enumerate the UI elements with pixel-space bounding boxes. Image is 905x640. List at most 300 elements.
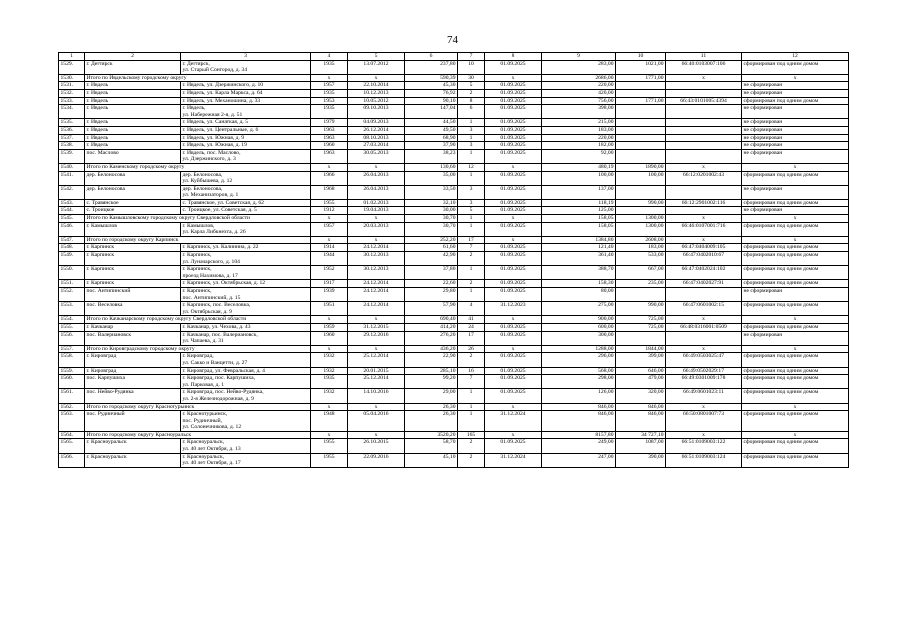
- address: г. Карпинск, ул. Калинина, д. 22: [181, 244, 311, 252]
- date: 08.10.2013: [348, 134, 405, 142]
- plot-area: [616, 134, 666, 142]
- cost: 846,00: [542, 411, 616, 432]
- column-number: 4: [311, 53, 348, 61]
- year: 1955: [311, 453, 348, 467]
- address: г. Ивдель, ул. Карла Маркса, д. 64: [181, 89, 311, 97]
- area: 26,30: [405, 411, 458, 432]
- row-number: 1529.: [59, 60, 85, 74]
- residents: 1: [458, 288, 485, 302]
- column-number: 11: [666, 53, 742, 61]
- subtotal-label: Итого по городскому округу Красноуральск: [85, 431, 311, 439]
- table-row: [59, 171, 849, 185]
- plot-area: 667,00: [616, 266, 666, 280]
- locality: г. Кировград: [85, 367, 181, 375]
- year: 1935: [311, 375, 348, 389]
- deadline: 01.09.2025: [485, 105, 542, 119]
- plot-area: 1890,00: [616, 163, 666, 171]
- column-number: 7: [458, 53, 485, 61]
- row-number: 1537.: [59, 134, 85, 142]
- land-status: x: [742, 236, 849, 244]
- residents: 17: [458, 331, 485, 345]
- residents: 26: [458, 345, 485, 353]
- locality: г. Камышлов: [85, 222, 181, 236]
- cost: 2686,00: [542, 74, 616, 82]
- date: 24.12.2014: [348, 280, 405, 288]
- date: x: [348, 403, 405, 411]
- plot-area: 1771,00: [616, 97, 666, 105]
- residents: 1: [458, 134, 485, 142]
- year: 1960: [311, 142, 348, 150]
- year: 1944: [311, 252, 348, 266]
- table-row: [59, 207, 849, 215]
- address: дер. Белоносова, ул. Механизаторов, д. 1: [181, 185, 311, 199]
- address: г. Карпинск, пос. Антипинский, д. 15: [181, 288, 311, 302]
- date: 30.12.2013: [348, 266, 405, 280]
- area: 3520,20: [405, 431, 458, 439]
- year: x: [311, 236, 348, 244]
- date: 27.03.2014: [348, 142, 405, 150]
- address: г. Ивдель, ул. Санаткая, д. 5: [181, 119, 311, 127]
- header-row: [59, 53, 849, 61]
- subtotal-label: Итого по городскому округу Краснотурьинск: [85, 403, 311, 411]
- deadline: 01.09.2025: [485, 353, 542, 367]
- deadline: 01.09.2025: [485, 149, 542, 163]
- address: г. Ивдель, ул. Набережная 2-я, д. 51: [181, 105, 311, 119]
- cadastral-number: [666, 89, 742, 97]
- deadline: 31.12.2023: [485, 302, 542, 316]
- residents: 1: [458, 403, 485, 411]
- area: 276,20: [405, 331, 458, 345]
- plot-area: 34 727,10: [616, 431, 666, 439]
- area: 130,60: [405, 163, 458, 171]
- locality: дер. Белоносова: [85, 171, 181, 185]
- residents: 2: [458, 353, 485, 367]
- subtotal-label: Итого по Качканарскому городскому округу Свердловской области: [85, 316, 311, 324]
- land-status: не сформирован: [742, 288, 849, 302]
- residents: 3: [458, 126, 485, 134]
- cost: 756,00: [542, 97, 616, 105]
- cadastral-number: 66:49:0503025:47: [666, 353, 742, 367]
- locality: г. Качканар: [85, 323, 181, 331]
- date: 13.07.2012: [348, 60, 405, 74]
- subtotal-row: [59, 431, 849, 439]
- plot-area: 1021,00: [616, 60, 666, 74]
- land-status: сформирован под одним домом: [742, 439, 849, 453]
- area: 37,80: [405, 266, 458, 280]
- address: г. Камышлов, ул. Карла Либкнехта, д. 26: [181, 222, 311, 236]
- cadastral-number: 66:49:0601023:11: [666, 389, 742, 403]
- deadline: 01.09.2025: [485, 222, 542, 236]
- cost: 900,00: [542, 316, 616, 324]
- address: г. Ивдель, ул. Механошина, д. 33: [181, 97, 311, 105]
- year: x: [311, 403, 348, 411]
- address: г. Карпинск, проезд Нахимова, д. 17: [181, 266, 311, 280]
- area: 49,50: [405, 126, 458, 134]
- cadastral-number: [666, 331, 742, 345]
- deadline: 01.09.2025: [485, 375, 542, 389]
- residents: 7: [458, 244, 485, 252]
- deadline: 31.12.2024: [485, 453, 542, 467]
- land-status: не сформирован: [742, 149, 849, 163]
- cadastral-number: 66:51:0109003:124: [666, 453, 742, 467]
- year: 1935: [311, 105, 348, 119]
- address: г. Красноуральск, ул. 40 лет Октября, д. 17: [181, 453, 311, 467]
- area: 45,10: [405, 453, 458, 467]
- cadastral-number: [666, 134, 742, 142]
- area: 29,80: [405, 288, 458, 302]
- column-number: 1: [59, 53, 85, 61]
- cost: 80,00: [542, 288, 616, 302]
- area: 30,00: [405, 207, 458, 215]
- plot-area: 1771,00: [616, 74, 666, 82]
- row-number: 1557.: [59, 345, 85, 353]
- cost: 158,05: [542, 215, 616, 223]
- deadline: 01.09.2025: [485, 171, 542, 185]
- locality: г. Карпинск: [85, 280, 181, 288]
- year: 1963: [311, 126, 348, 134]
- row-number: 1552.: [59, 288, 85, 302]
- date: 20.03.2013: [348, 222, 405, 236]
- cadastral-number: 66:40:0103007:106: [666, 60, 742, 74]
- plot-area: 725,00: [616, 323, 666, 331]
- year: 1932: [311, 389, 348, 403]
- land-status: не сформирован: [742, 185, 849, 199]
- locality: г. Дегтярск: [85, 60, 181, 74]
- area: 590,39: [405, 74, 458, 82]
- plot-area: [616, 288, 666, 302]
- cadastral-number: x: [666, 215, 742, 223]
- cost: 600,00: [542, 323, 616, 331]
- area: 61,60: [405, 244, 458, 252]
- year: 1952: [311, 266, 348, 280]
- row-number: 1558.: [59, 353, 85, 367]
- deadline: x: [485, 236, 542, 244]
- year: 1957: [311, 82, 348, 90]
- land-status: сформирован под одним домом: [742, 453, 849, 467]
- address: г. Краснотурьинск, пос. Рудничный, ул. Солонечникова, д. 12: [181, 411, 311, 432]
- row-number: 1541.: [59, 171, 85, 185]
- date: 22.10.2014: [348, 82, 405, 90]
- address: г. Кировград, ул. Февральская, д. 4: [181, 367, 311, 375]
- deadline: 01.09.2025: [485, 89, 542, 97]
- land-status: не сформирован: [742, 126, 849, 134]
- deadline: 01.09.2025: [485, 207, 542, 215]
- locality: с. Троицкое: [85, 207, 181, 215]
- row-number: 1549.: [59, 252, 85, 266]
- date: 26.04.2013: [348, 185, 405, 199]
- cost: 100,00: [542, 171, 616, 185]
- plot-area: 990,00: [616, 302, 666, 316]
- area: 30,70: [405, 215, 458, 223]
- date: 24.12.2014: [348, 244, 405, 252]
- residents: 7: [458, 375, 485, 389]
- deadline: 01.09.2025: [485, 288, 542, 302]
- table-row: [59, 252, 849, 266]
- area: 58,70: [405, 439, 458, 453]
- date: 14.10.2016: [348, 389, 405, 403]
- cadastral-number: [666, 288, 742, 302]
- residents: 12: [458, 163, 485, 171]
- plot-area: 479,00: [616, 375, 666, 389]
- plot-area: [616, 207, 666, 215]
- locality: г. Ивдель: [85, 119, 181, 127]
- locality: г. Ивдель: [85, 97, 181, 105]
- date: x: [348, 431, 405, 439]
- address: г. Ивдель, ул. Центральные, д. 6: [181, 126, 311, 134]
- plot-area: 1087,00: [616, 439, 666, 453]
- year: 1955: [311, 199, 348, 207]
- deadline: 01.09.2025: [485, 119, 542, 127]
- land-status: x: [742, 163, 849, 171]
- area: 30,70: [405, 222, 458, 236]
- deadline: 01.09.2025: [485, 439, 542, 453]
- address: г. Кировград, пос. Нейво-Рудянка, ул. 2-я Железнодорожная, д. 9: [181, 389, 311, 403]
- year: x: [311, 431, 348, 439]
- year: x: [311, 215, 348, 223]
- subtotal-row: [59, 215, 849, 223]
- residents: 2: [458, 89, 485, 97]
- date: 26.04.2013: [348, 171, 405, 185]
- land-status: сформирован под одним домом: [742, 302, 849, 316]
- cost: 398,00: [542, 105, 616, 119]
- locality: пос. Рудничный: [85, 411, 181, 432]
- row-number: 1534.: [59, 105, 85, 119]
- deadline: 01.09.2025: [485, 199, 542, 207]
- residents: 3: [458, 185, 485, 199]
- date: 26.10.2015: [348, 439, 405, 453]
- date: x: [348, 74, 405, 82]
- year: 1948: [311, 411, 348, 432]
- row-number: 1561.: [59, 389, 85, 403]
- column-number: 12: [742, 53, 849, 61]
- plot-area: 2608,00: [616, 236, 666, 244]
- cost: 220,00: [542, 134, 616, 142]
- date: x: [348, 215, 405, 223]
- table-row: [59, 142, 849, 150]
- row-number: 1531.: [59, 82, 85, 90]
- area: 414,20: [405, 323, 458, 331]
- date: 30.05.2013: [348, 149, 405, 163]
- deadline: 01.09.2025: [485, 266, 542, 280]
- table-row: [59, 82, 849, 90]
- deadline: 01.09.2025: [485, 389, 542, 403]
- row-number: 1533.: [59, 97, 85, 105]
- area: 33,50: [405, 185, 458, 199]
- land-status: не сформирован: [742, 134, 849, 142]
- area: 436,20: [405, 345, 458, 353]
- row-number: 1560.: [59, 375, 85, 389]
- table-row: [59, 353, 849, 367]
- deadline: 01.09.2025: [485, 97, 542, 105]
- subtotal-label: Итого по Камышловскому городскому округу Свердловской области: [85, 215, 311, 223]
- plot-area: [616, 142, 666, 150]
- year: 1966: [311, 171, 348, 185]
- address: г. Красноуральск, ул. 40 лет Октября, д. 13: [181, 439, 311, 453]
- row-number: 1545.: [59, 215, 85, 223]
- table-row: [59, 367, 849, 375]
- row-number: 1565.: [59, 439, 85, 453]
- residents: 41: [458, 316, 485, 324]
- address: г. Ивдель, пос. Маслово, ул. Дзержинского, д. 3: [181, 149, 311, 163]
- land-status: не сформирован: [742, 331, 849, 345]
- cadastral-number: [666, 142, 742, 150]
- year: 1963: [311, 149, 348, 163]
- plot-area: 533,00: [616, 252, 666, 266]
- land-status: x: [742, 431, 849, 439]
- year: 1959: [311, 323, 348, 331]
- date: x: [348, 316, 405, 324]
- cost: 275,00: [542, 302, 616, 316]
- cost: 283,00: [542, 60, 616, 74]
- subtotal-label: Итого по городскому округу Карпинск: [85, 236, 311, 244]
- cost: 300,00: [542, 331, 616, 345]
- cost: 296,00: [542, 353, 616, 367]
- cost: 1288,00: [542, 345, 616, 353]
- table-row: [59, 199, 849, 207]
- cost: 361,40: [542, 252, 616, 266]
- land-status: x: [742, 316, 849, 324]
- subtotal-label: Итого по Кировградскому городскому округу: [85, 345, 311, 353]
- deadline: x: [485, 316, 542, 324]
- locality: пос. Валериановск: [85, 331, 181, 345]
- row-number: 1562.: [59, 403, 85, 411]
- cost: 298,00: [542, 375, 616, 389]
- deadline: 01.09.2025: [485, 126, 542, 134]
- row-number: 1555.: [59, 323, 85, 331]
- row-number: 1564.: [59, 431, 85, 439]
- cadastral-number: [666, 207, 742, 215]
- subtotal-row: [59, 236, 849, 244]
- table-row: [59, 439, 849, 453]
- address: г. Ивдель, ул. Дзержинского, д. 10: [181, 82, 311, 90]
- locality: г. Ивдель: [85, 142, 181, 150]
- plot-area: 235,00: [616, 280, 666, 288]
- cadastral-number: [666, 185, 742, 199]
- date: 31.12.2015: [348, 323, 405, 331]
- cadastral-number: 66:46:0107001:716: [666, 222, 742, 236]
- plot-area: [616, 119, 666, 127]
- area: 76,92: [405, 89, 458, 97]
- area: 252,20: [405, 236, 458, 244]
- year: 1935: [311, 89, 348, 97]
- subtotal-label: Итого по Ивдельскому городскому округу: [85, 74, 311, 82]
- column-number: 9: [542, 53, 616, 61]
- cost: 1384,80: [542, 236, 616, 244]
- area: 90,10: [405, 97, 458, 105]
- area: 35,00: [405, 171, 458, 185]
- land-status: сформирован под одним домом: [742, 266, 849, 280]
- plot-area: 390,00: [616, 453, 666, 467]
- area: 99,20: [405, 375, 458, 389]
- area: 22,90: [405, 353, 458, 367]
- year: 1917: [311, 280, 348, 288]
- residents: 1: [458, 119, 485, 127]
- address: г. Качканар, ул. Чехова, д. 43: [181, 323, 311, 331]
- registry-table: [58, 52, 849, 468]
- year: 1953: [311, 97, 348, 105]
- date: 10.05.2012: [348, 97, 405, 105]
- subtotal-row: [59, 316, 849, 324]
- deadline: 01.09.2025: [485, 185, 542, 199]
- table-row: [59, 244, 849, 252]
- cost: 249,00: [542, 439, 616, 453]
- row-number: 1540.: [59, 163, 85, 171]
- row-number: 1542.: [59, 185, 85, 199]
- cadastral-number: 66:12:2901002:116: [666, 199, 742, 207]
- row-number: 1544.: [59, 207, 85, 215]
- plot-area: [616, 105, 666, 119]
- year: x: [311, 74, 348, 82]
- table-row: [59, 302, 849, 316]
- residents: 4: [458, 302, 485, 316]
- deadline: 01.09.2025: [485, 244, 542, 252]
- subtotal-row: [59, 345, 849, 353]
- residents: 1: [458, 222, 485, 236]
- area: 37,90: [405, 142, 458, 150]
- year: 1951: [311, 302, 348, 316]
- table-row: [59, 280, 849, 288]
- year: x: [311, 345, 348, 353]
- table-row: [59, 185, 849, 199]
- row-number: 1532.: [59, 89, 85, 97]
- area: 57,90: [405, 302, 458, 316]
- table-row: [59, 149, 849, 163]
- land-status: не сформирован: [742, 89, 849, 97]
- year: 1957: [311, 222, 348, 236]
- table-row: [59, 323, 849, 331]
- year: 1914: [311, 244, 348, 252]
- plot-area: 1300,00: [616, 215, 666, 223]
- land-status: не сформирован: [742, 105, 849, 119]
- land-status: x: [742, 74, 849, 82]
- locality: г. Красноуральск: [85, 439, 181, 453]
- land-status: не сформирован: [742, 82, 849, 90]
- land-status: x: [742, 403, 849, 411]
- date: x: [348, 236, 405, 244]
- area: 45,30: [405, 82, 458, 90]
- address: г. Качканар, пос. Валериановск, ул. Чапаева, д. 31: [181, 331, 311, 345]
- cost: 183,00: [542, 126, 616, 134]
- row-number: 1554.: [59, 316, 85, 324]
- cost: 247,00: [542, 453, 616, 467]
- cadastral-number: 66:51:0109003:122: [666, 439, 742, 453]
- locality: г. Ивдель: [85, 82, 181, 90]
- column-number: 6: [405, 53, 458, 61]
- row-number: 1536.: [59, 126, 85, 134]
- locality: пос. Маслово: [85, 149, 181, 163]
- land-status: сформирован под одним домом: [742, 252, 849, 266]
- year: 1935: [311, 60, 348, 74]
- land-status: сформирован под одним домом: [742, 60, 849, 74]
- date: x: [348, 163, 405, 171]
- plot-area: 183,00: [616, 244, 666, 252]
- address: г. Карпинск, ул. Луначарского, д. 104: [181, 252, 311, 266]
- cadastral-number: x: [666, 236, 742, 244]
- year: 1939: [311, 288, 348, 302]
- deadline: x: [485, 74, 542, 82]
- address: г. Дегтярск, ул. Старый Сонгород, д. 34: [181, 60, 311, 74]
- land-status: сформирован под одним домом: [742, 222, 849, 236]
- deadline: x: [485, 163, 542, 171]
- land-status: сформирован под одним домом: [742, 353, 849, 367]
- area: 42,90: [405, 252, 458, 266]
- address: дер. Белоносова, ул. Куйбышева, д. 12: [181, 171, 311, 185]
- year: 1955: [311, 439, 348, 453]
- residents: 1: [458, 266, 485, 280]
- subtotal-row: [59, 163, 849, 171]
- table-row: [59, 331, 849, 345]
- deadline: x: [485, 431, 542, 439]
